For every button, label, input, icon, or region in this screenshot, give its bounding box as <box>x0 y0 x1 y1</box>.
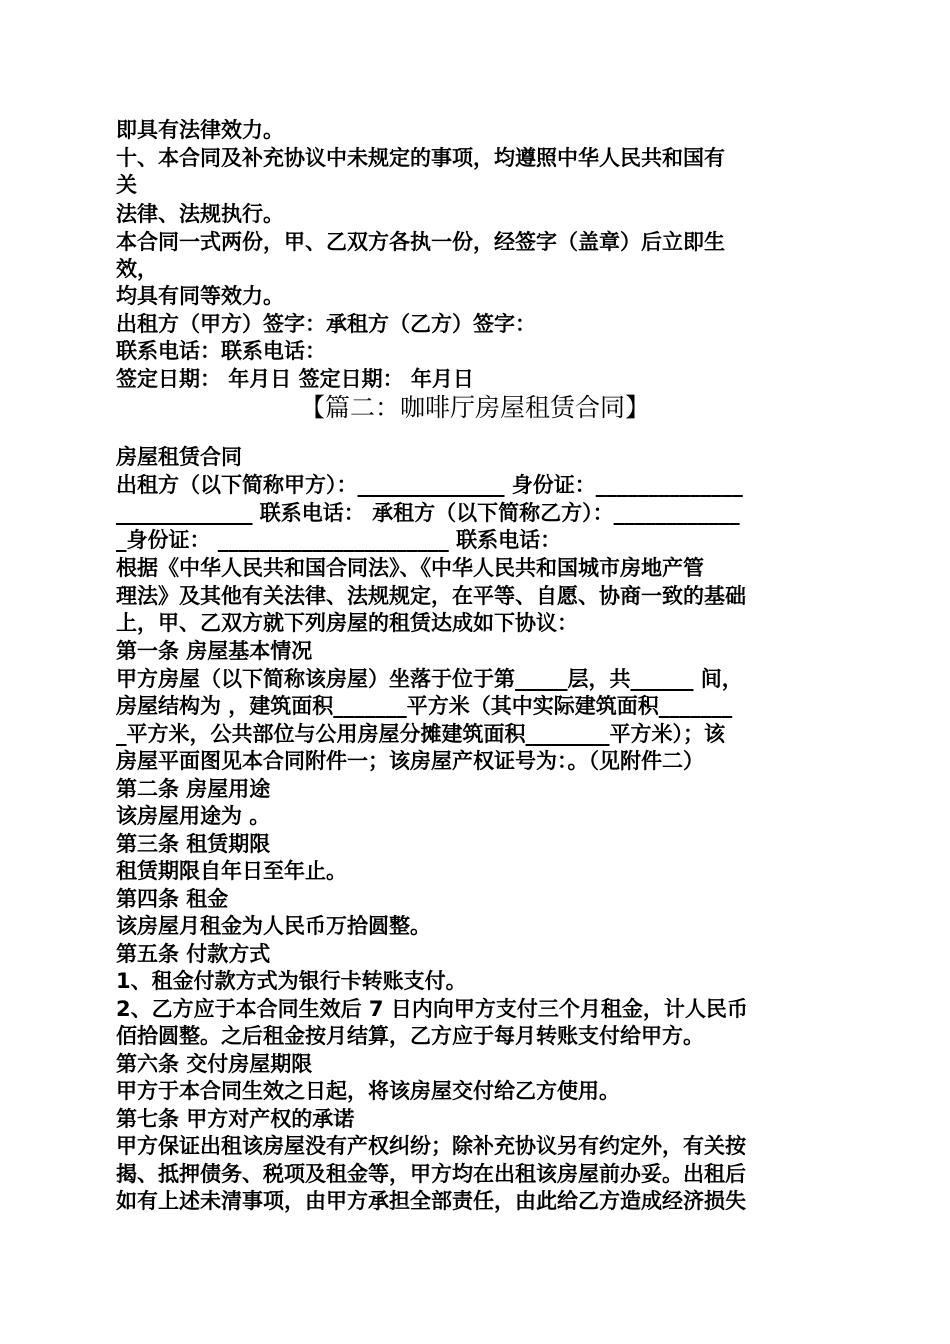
text-line: 甲方保证出租该房屋没有产权纠纷；除补充协议另有约定外，有关按 <box>116 1134 746 1158</box>
text-line: 甲方于本合同生效之日起，将该房屋交付给乙方使用。 <box>116 1079 620 1103</box>
text-line: 即具有法律效力。 <box>116 118 284 142</box>
text-line: 第六条 交付房屋期限 <box>116 1052 313 1076</box>
text-line: 该房屋月租金为人民币万拾圆整。 <box>116 914 431 938</box>
text-line: 房屋租赁合同 <box>116 445 242 469</box>
text-line: 甲方房屋（以下简称该房屋）坐落于位于第_____层，共______ 间， <box>116 667 743 691</box>
text-line: 关 <box>116 173 137 197</box>
text-line: _身份证： ______________________ 联系电话： <box>116 528 562 552</box>
text-line: 法律、法规执行。 <box>116 202 284 226</box>
text-line: 第五条 付款方式 <box>116 942 271 966</box>
text-line: 联系电话：联系电话： <box>116 339 326 363</box>
text-line: 租赁期限自年日至年止。 <box>116 859 347 883</box>
text-line: 第七条 甲方对产权的承诺 <box>116 1107 355 1131</box>
text-line: 上，甲、乙双方就下列房屋的租赁达成如下协议： <box>116 611 578 635</box>
text-line: 均具有同等效力。 <box>116 284 284 308</box>
text-line: 房屋结构为 ，建筑面积_______平方米（其中实际建筑面积_______ <box>116 694 733 718</box>
section-title: 【篇二：咖啡厅房屋租赁合同】 <box>299 393 650 422</box>
text-line: 本合同一式两份，甲、乙双方各执一份，经签字（盖章）后立即生 <box>116 230 725 254</box>
text-line: 出租方（甲方）签字：承租方（乙方）签字： <box>116 312 536 336</box>
text-line: 2、乙方应于本合同生效后 7 日内向甲方支付三个月租金，计人民币 <box>116 997 748 1021</box>
text-line: 房屋平面图见本合同附件一；该房屋产权证号为：。（见附件二） <box>116 749 704 773</box>
text-line: _____________ 联系电话： 承租方（以下简称乙方）：____________ <box>116 501 740 525</box>
text-line: 理法》及其他有关法律、法规规定，在平等、自愿、协商一致的基础 <box>116 584 746 608</box>
text-line: 该房屋用途为 。 <box>116 804 271 828</box>
text-line: 效， <box>116 257 158 281</box>
text-line: 签定日期： 年月日 签定日期： 年月日 <box>116 367 474 391</box>
text-line: 出租方（以下简称甲方）：______________ 身份证：______________ <box>116 473 743 497</box>
text-line: 十、本合同及补充协议中未规定的事项，均遵照中华人民共和国有 <box>116 146 725 170</box>
text-line: 1、租金付款方式为银行卡转账支付。 <box>116 969 467 993</box>
text-line: 揭、抵押债务、税项及租金等，甲方均在出租该房屋前办妥。出租后 <box>116 1162 746 1186</box>
text-line: 根据《中华人民共和国合同法》、《中华人民共和国城市房地产管 <box>116 556 704 580</box>
text-line: 第一条 房屋基本情况 <box>116 639 313 663</box>
text-line: 第四条 租金 <box>116 887 229 911</box>
text-line: 佰拾圆整。之后租金按月结算，乙方应于每月转账支付给甲方。 <box>116 1024 704 1048</box>
text-line: 如有上述未清事项，由甲方承担全部责任，由此给乙方造成经济损失 <box>116 1189 746 1213</box>
text-line: 第三条 租赁期限 <box>116 832 271 856</box>
text-line: 第二条 房屋用途 <box>116 777 271 801</box>
text-line: _平方米，公共部位与公用房屋分摊建筑面积________平方米）；该 <box>116 722 725 746</box>
